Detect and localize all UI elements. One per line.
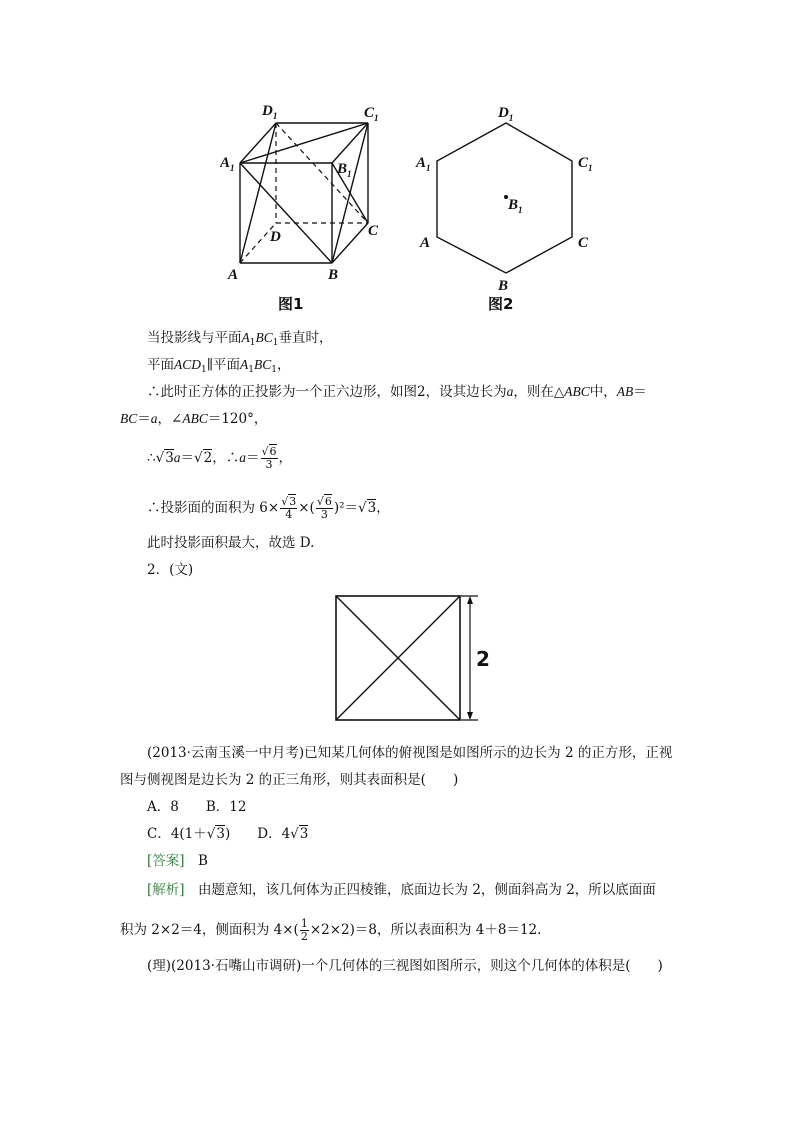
label-A: A — [228, 267, 239, 283]
label-C: C — [368, 223, 379, 239]
label-D: D — [270, 229, 281, 245]
text-line-5: ∴√3a＝√2，∴a＝ $\frac{√6}{3}$ ， — [147, 445, 293, 471]
figure1-caption: 图1 — [278, 295, 304, 313]
label-B: B — [328, 267, 339, 283]
label-B1: $B_1$ — [337, 161, 352, 179]
figure2-hexagon-diagram — [412, 95, 602, 295]
fraction-sqrt3-over-4: $\frac{√3}{4}$ — [281, 495, 297, 521]
hex-label-B1: $B_1$ — [508, 197, 523, 215]
fraction-sqrt6-over-3-b: $\frac{√6}{3}$ — [316, 495, 332, 521]
hex-label-A1: $A_1$ — [416, 155, 431, 173]
text-line-8: 2．(文) — [147, 562, 194, 578]
choice-line-2: C．4(1＋√3) D．4√3 — [147, 826, 309, 842]
text-line-3: ∴此时正方体的正投影为一个正六边形，如图2，设其边长为a，则在△ABC中，AB＝ — [147, 384, 647, 400]
fraction-sqrt6-over-3: $\frac{√6}{3}$ — [261, 445, 277, 471]
text-line-1: 当投影线与平面$A_1BC_1$垂直时， — [147, 330, 333, 348]
text-line-16: (理)(2013·石嘴山市调研)一个几何体的三视图如图所示，则这个几何体的体积是( ) — [147, 958, 663, 974]
hex-label-B: B — [498, 278, 509, 294]
dimension-label: 2 — [476, 647, 490, 671]
hex-label-C: C — [578, 235, 589, 251]
text-line-4: BC＝a，∠ABC＝120°， — [120, 411, 268, 427]
analysis-tag: [解析] — [147, 882, 185, 898]
analysis-line-2: 积为 2×2＝4，侧面积为 4×( $\frac{1}{2}$ ×2×2)＝8，所以表面积为 4＋8＝12. — [120, 917, 542, 943]
hex-label-A: A — [420, 235, 431, 251]
answer-tag: [答案] — [147, 853, 185, 869]
label-D1: $D_1$ — [262, 103, 278, 121]
choice-line-1: A．8 B．12 — [147, 799, 247, 815]
figure3-square-topview — [330, 590, 500, 730]
analysis-line-1: [解析] 由题意知，该几何体为正四棱锥，底面边长为 2，侧面斜高为 2，所以底面面 — [147, 882, 656, 898]
text-line-6: ∴投影面的面积为 6× $\frac{√3}{4}$ ×( $\frac{√6}{3}$ )²＝√3， — [147, 495, 390, 521]
label-A1: $A_1$ — [220, 155, 235, 173]
text-line-9: (2013·云南玉溪一中月考)已知某几何体的俯视图是如图所示的边长为 2 的正方形，正视 — [147, 745, 673, 761]
text-line-7: 此时投影面积最大，故选 D. — [147, 535, 315, 551]
fraction-1-over-2: $\frac{1}{2}$ — [300, 917, 308, 943]
text-line-10: 图与侧视图是边长为 2 的正三角形，则其表面积是( ) — [120, 772, 459, 788]
answer-line: [答案] B — [147, 853, 208, 869]
hex-label-C1: $C_1$ — [578, 155, 593, 173]
text-line-2: 平面$ACD_1\parallel$平面$A_1BC_1$， — [147, 357, 291, 375]
hex-label-D1: $D_1$ — [498, 105, 514, 123]
figure1-cube-diagram — [220, 95, 390, 295]
label-C1: $C_1$ — [364, 105, 379, 123]
figure2-caption: 图2 — [488, 295, 514, 313]
